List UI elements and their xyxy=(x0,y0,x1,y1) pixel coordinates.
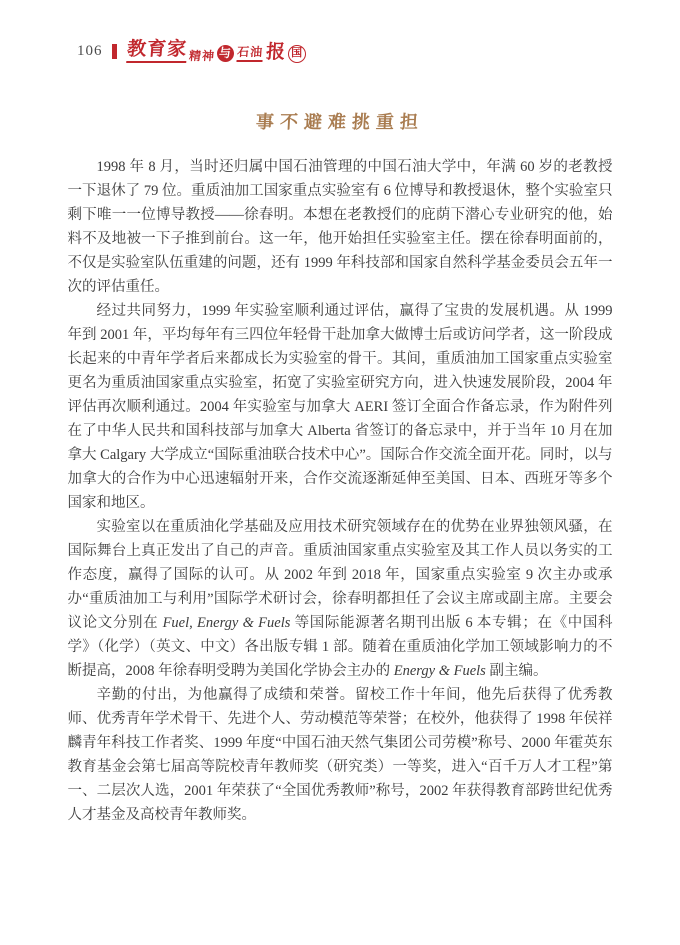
logo-part-serve: 报 xyxy=(264,41,286,63)
paragraph-2: 经过共同努力，1999 年实验室顺利通过评估，赢得了宝贵的发展机遇。从 1999 年到 2001 年，平均每年有三四位年轻骨干赴加拿大做博士后或访问学者，这一阶段成长起来的中青年学者后来都成长为实验室的骨干。其间，重质油加工国家重点实验室更名为重质油国家重点实验室，拓宽了实验室研究方向，进入快速发展阶段，2004 年评估再次顺利通过。2004 年实验室与加拿大 AERI 签订全面合作备忘录，作为附件列在了中华人民共和国科技部与加拿大 Alberta 省签订的备忘录中，并于当年 10 月在加拿大 Calgary 大学成立“国际重油联合技术中心”。国际合作交流全面开花。同时，以与加拿大的合作为中心迅速辐射开来，合作交流逐渐延伸至美国、日本、西班牙等多个国家和地区。 xyxy=(67,303,613,511)
logo-circled-country: 国 xyxy=(288,45,306,63)
logo-badge-yu: 与 xyxy=(217,45,234,62)
logo-part-spirit: 精神 xyxy=(188,48,216,63)
running-head xyxy=(77,40,680,62)
logo-part-educator: 教育家 xyxy=(126,40,188,63)
paragraph-3: 实验室以在重质油化学基础及应用技术研究领域存在的优势在业界独领风骚，在国际舞台上真正发出了自己的声音。重质油国家重点实验室及其工作人员以务实的工作态度，赢得了国际的认可。从 2002 年到 2018 年，国家重点实验室 9 次主办或承办“重质油加工与利用”国际学术研讨会，徐春明都担任了会议主席或副主席。主要会议论文分别在 Fuel, Energy & Fuels 等国际能源著名期刊出版 6 本专辑；在《中国科学》（化学）（英文、中文）各出版专辑 1 部。随着在重质油化学加工领域影响力的不断提高，2008 年徐春明受聘为美国化学协会主办的 Energy & Fuels 副主编。 xyxy=(67,519,613,679)
paragraph-1: 1998 年 8 月，当时还归属中国石油管理的中国石油大学中，年满 60 岁的老教授一下退休了 79 位。重质油加工国家重点实验室有 6 位博导和教授退休，整个实验室只剩下唯一一位博导教授——徐春明。本想在老教授们的庇荫下潜心专业研究的他，始料不及地被一下子推到前台。这一年，他开始担任实验室主任。摆在徐春明面前的，不仅是实验室队伍重建的问题，还有 1999 年科技部和国家自然科学基金委员会五年一次的评估重任。 xyxy=(67,159,613,295)
paragraph-4: 辛勤的付出，为他赢得了成绩和荣誉。留校工作十年间，他先后获得了优秀教师、优秀青年学术骨干、先进个人、劳动模范等荣誉；在校外，他获得了 1998 年侯祥麟青年科技工作者奖、1999 年度“中国石油天然气集团公司劳模”称号、2000 年霍英东教育基金会第七届高等院校青年教师奖（研究类）一等奖，进入“百千万人才工程”第一、二层次人选，2001 年荣获了“全国优秀教师”称号，2002 年获得教育部跨世纪优秀人才基金及高校青年教师奖。 xyxy=(67,687,613,823)
logo-part-petroleum: 石油 xyxy=(236,46,263,62)
chapter-logo xyxy=(127,40,306,63)
article-title: 事不避难挑重担 xyxy=(255,112,425,132)
article-body xyxy=(68,155,613,827)
header-divider-bar xyxy=(112,44,117,59)
page-number: 106 xyxy=(77,42,103,59)
